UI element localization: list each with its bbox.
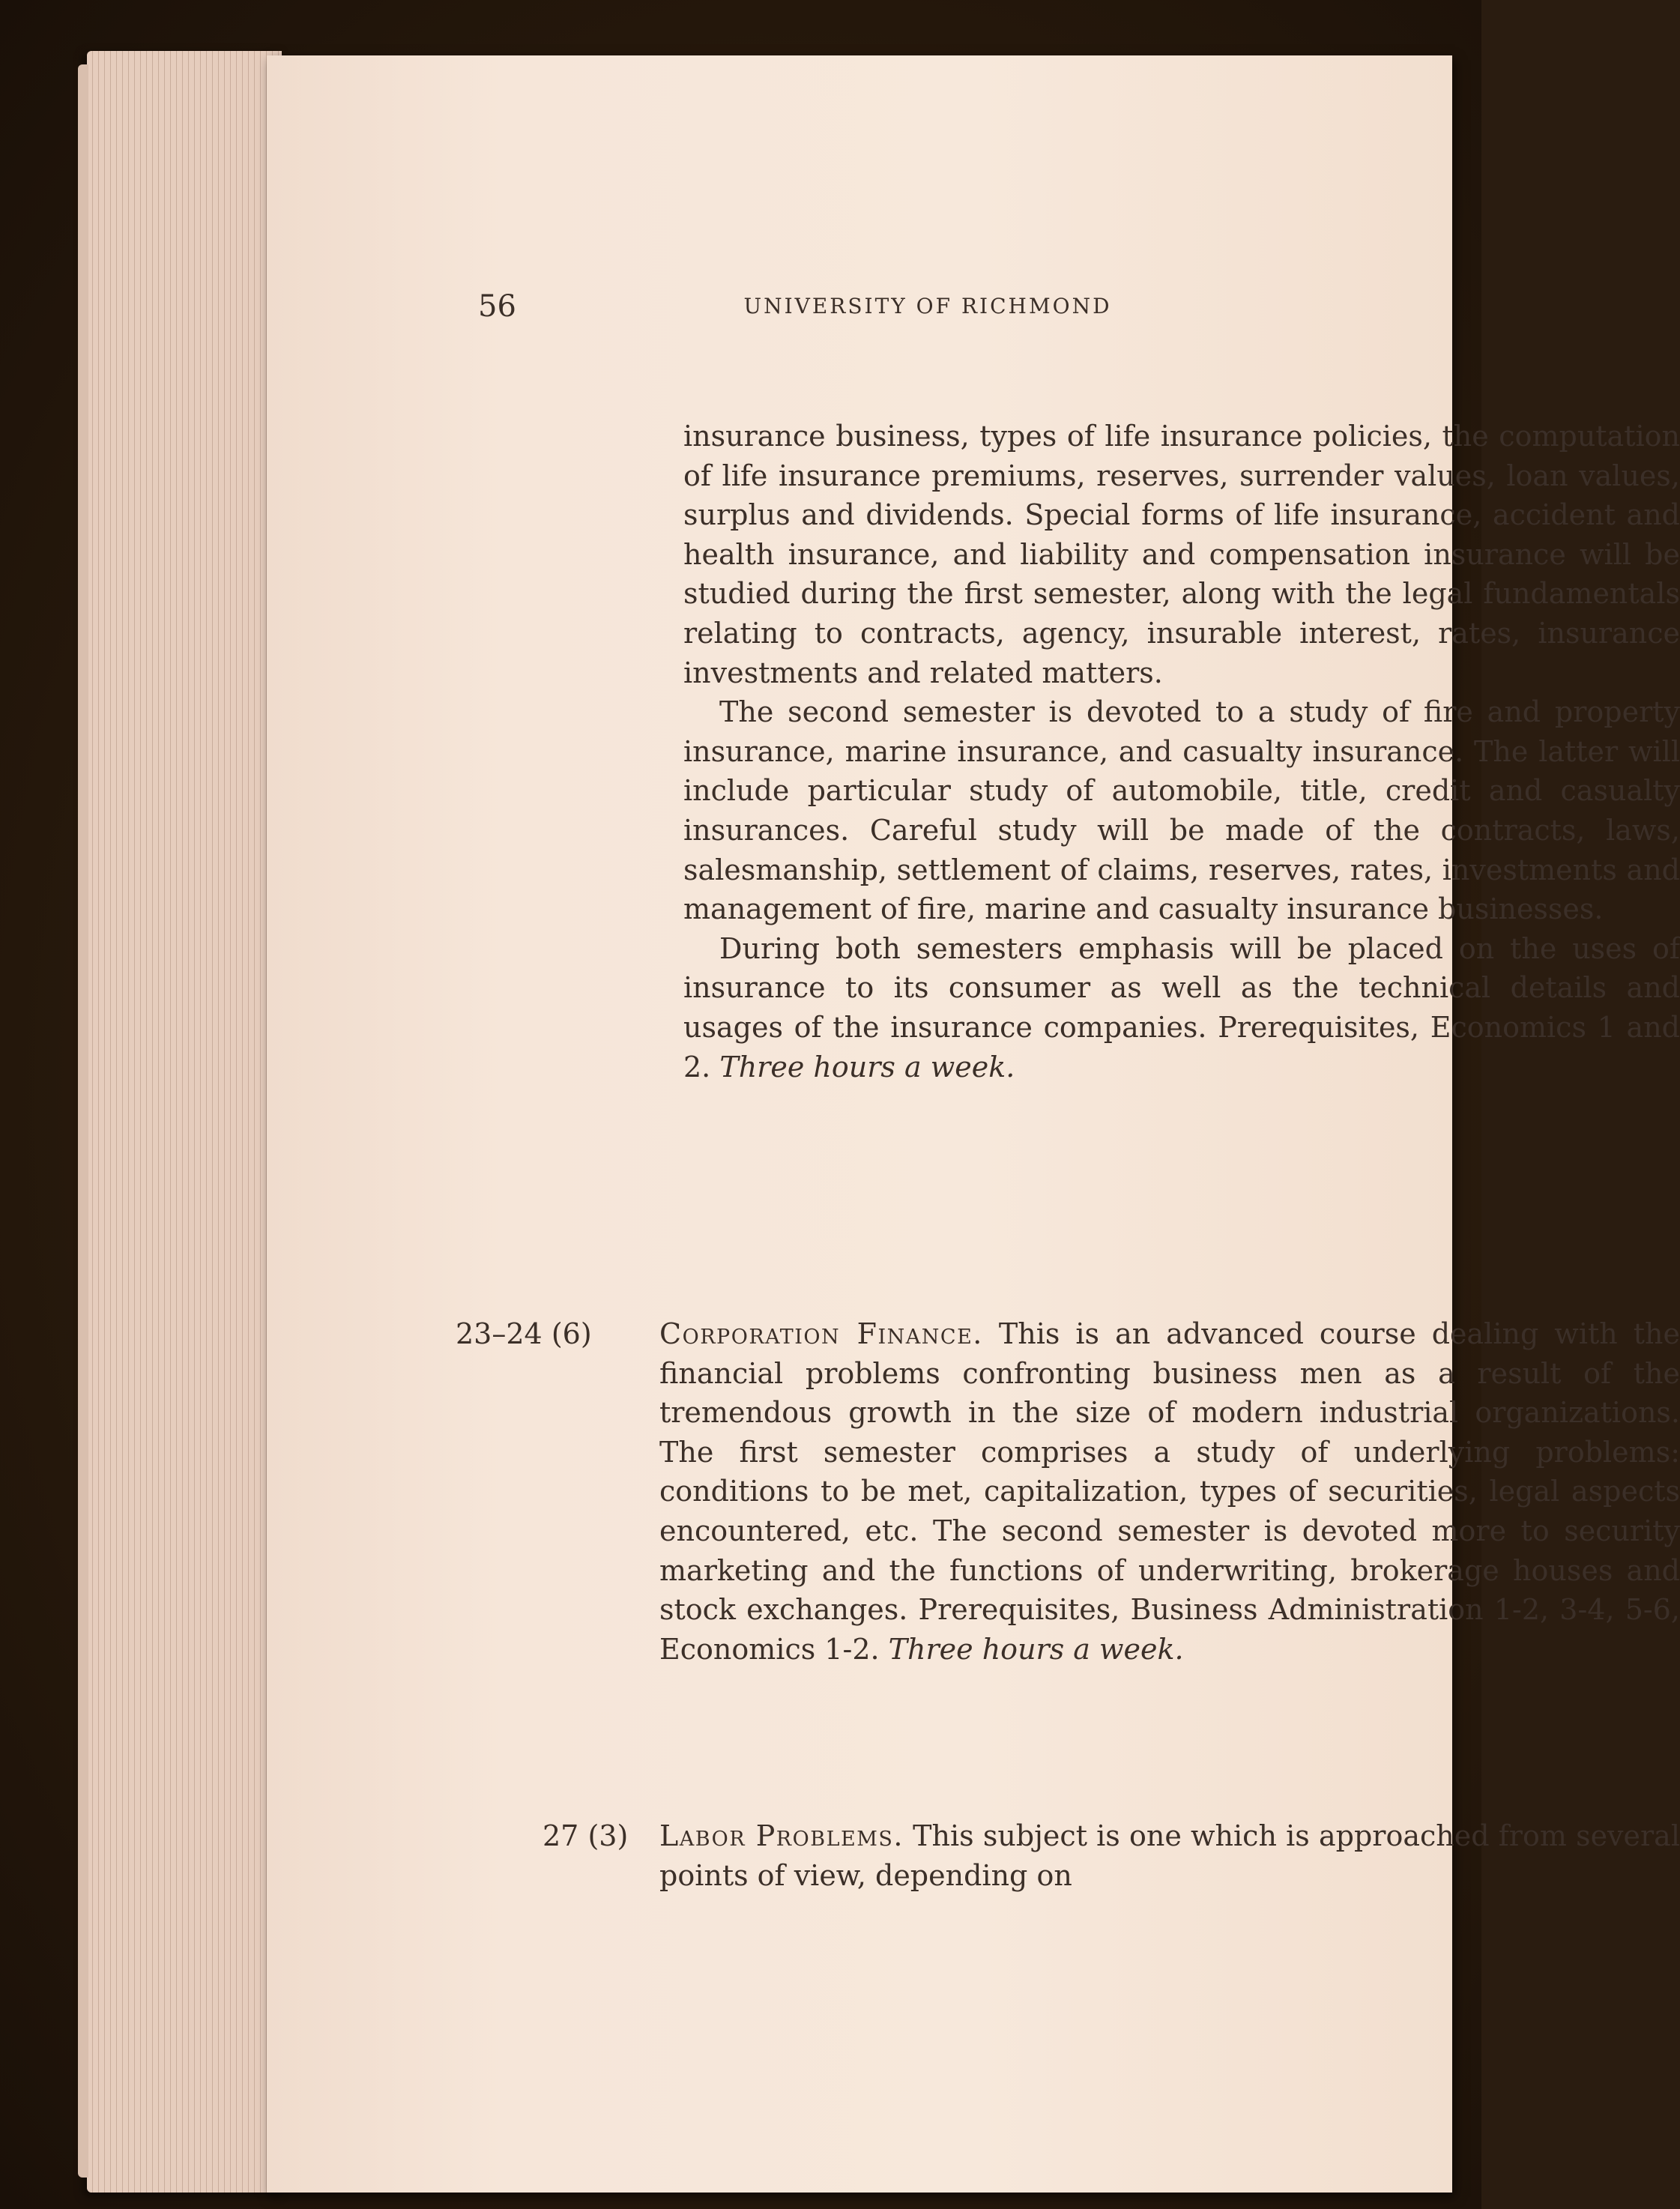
course-number: 23–24 — [456, 1317, 543, 1350]
paragraph-3-hours: Three hours a week. — [719, 1050, 1015, 1084]
course-title: Labor Problems. — [659, 1819, 904, 1852]
course-credits: (3) — [587, 1819, 629, 1852]
continuation-paragraph-2: The second semester is devoted to a study of fire and property insurance, marine insurance, and casualty insurance. The latter will include particular study of automobile, title, credit and casualty insurances. Careful study will be made of the contracts, laws, salesmanship, settlement of claims, reserves, rates, investments and management of fire, marine and casualty insurance businesses. — [683, 695, 1680, 926]
course-number: 27 — [543, 1819, 579, 1852]
running-head — [478, 289, 1377, 327]
page-number: 56 — [478, 289, 516, 324]
course-entry-text — [659, 1314, 1680, 1669]
course-23-24-entry — [659, 1314, 1680, 1669]
course-credits: (6) — [551, 1317, 592, 1350]
continuation-paragraph-3 — [683, 929, 1680, 1087]
course-description: This is an advanced course dealing with the financial problems confronting business men as a result of the tremendous growth in the size of modern industrial organizations. The first semester comprises a study of underlying problems: conditions to be met, capitalization, types of securities, legal aspects encountered, etc. The second semester is devoted more to security marketing and the functions of underwriting, brokerage houses and stock exchanges. Prerequisites, Business Administration 1-2, 3-4, 5-6, Economics 1-2. — [659, 1317, 1680, 1666]
course-description: This subject is one which is approached from several points of view, depending on — [659, 1819, 1680, 1892]
paragraph-3-text: During both semesters emphasis will be placed on the uses of insurance to its consumer as well as the technical details and usages of the insurance companies. Prerequisites, Economics 1 and 2. — [683, 931, 1680, 1084]
book-page — [267, 55, 1680, 2193]
header-title: UNIVERSITY OF RICHMOND — [743, 294, 1112, 318]
course-hours: Three hours a week. — [888, 1632, 1184, 1666]
continuation-text — [683, 417, 1680, 1087]
course-27-entry — [659, 1816, 1680, 1895]
course-title: Corporation Finance. — [659, 1317, 983, 1350]
course-27-number-line — [543, 1816, 628, 1856]
course-23-24-number-line — [456, 1314, 592, 1354]
course-entry-text — [659, 1816, 1680, 1895]
continuation-paragraph-1: insurance business, types of life insurance policies, the computation of life insurance premiums, reserves, surrender values, loan values, surplus and dividends. Special forms of life insurance, accident and health insurance, and liability and compensation insurance will be studied during the first semester, along with the legal fundamentals relating to contracts, agency, insurable interest, rates, insurance investments and related matters. — [683, 420, 1680, 689]
page-edges — [87, 51, 282, 2193]
